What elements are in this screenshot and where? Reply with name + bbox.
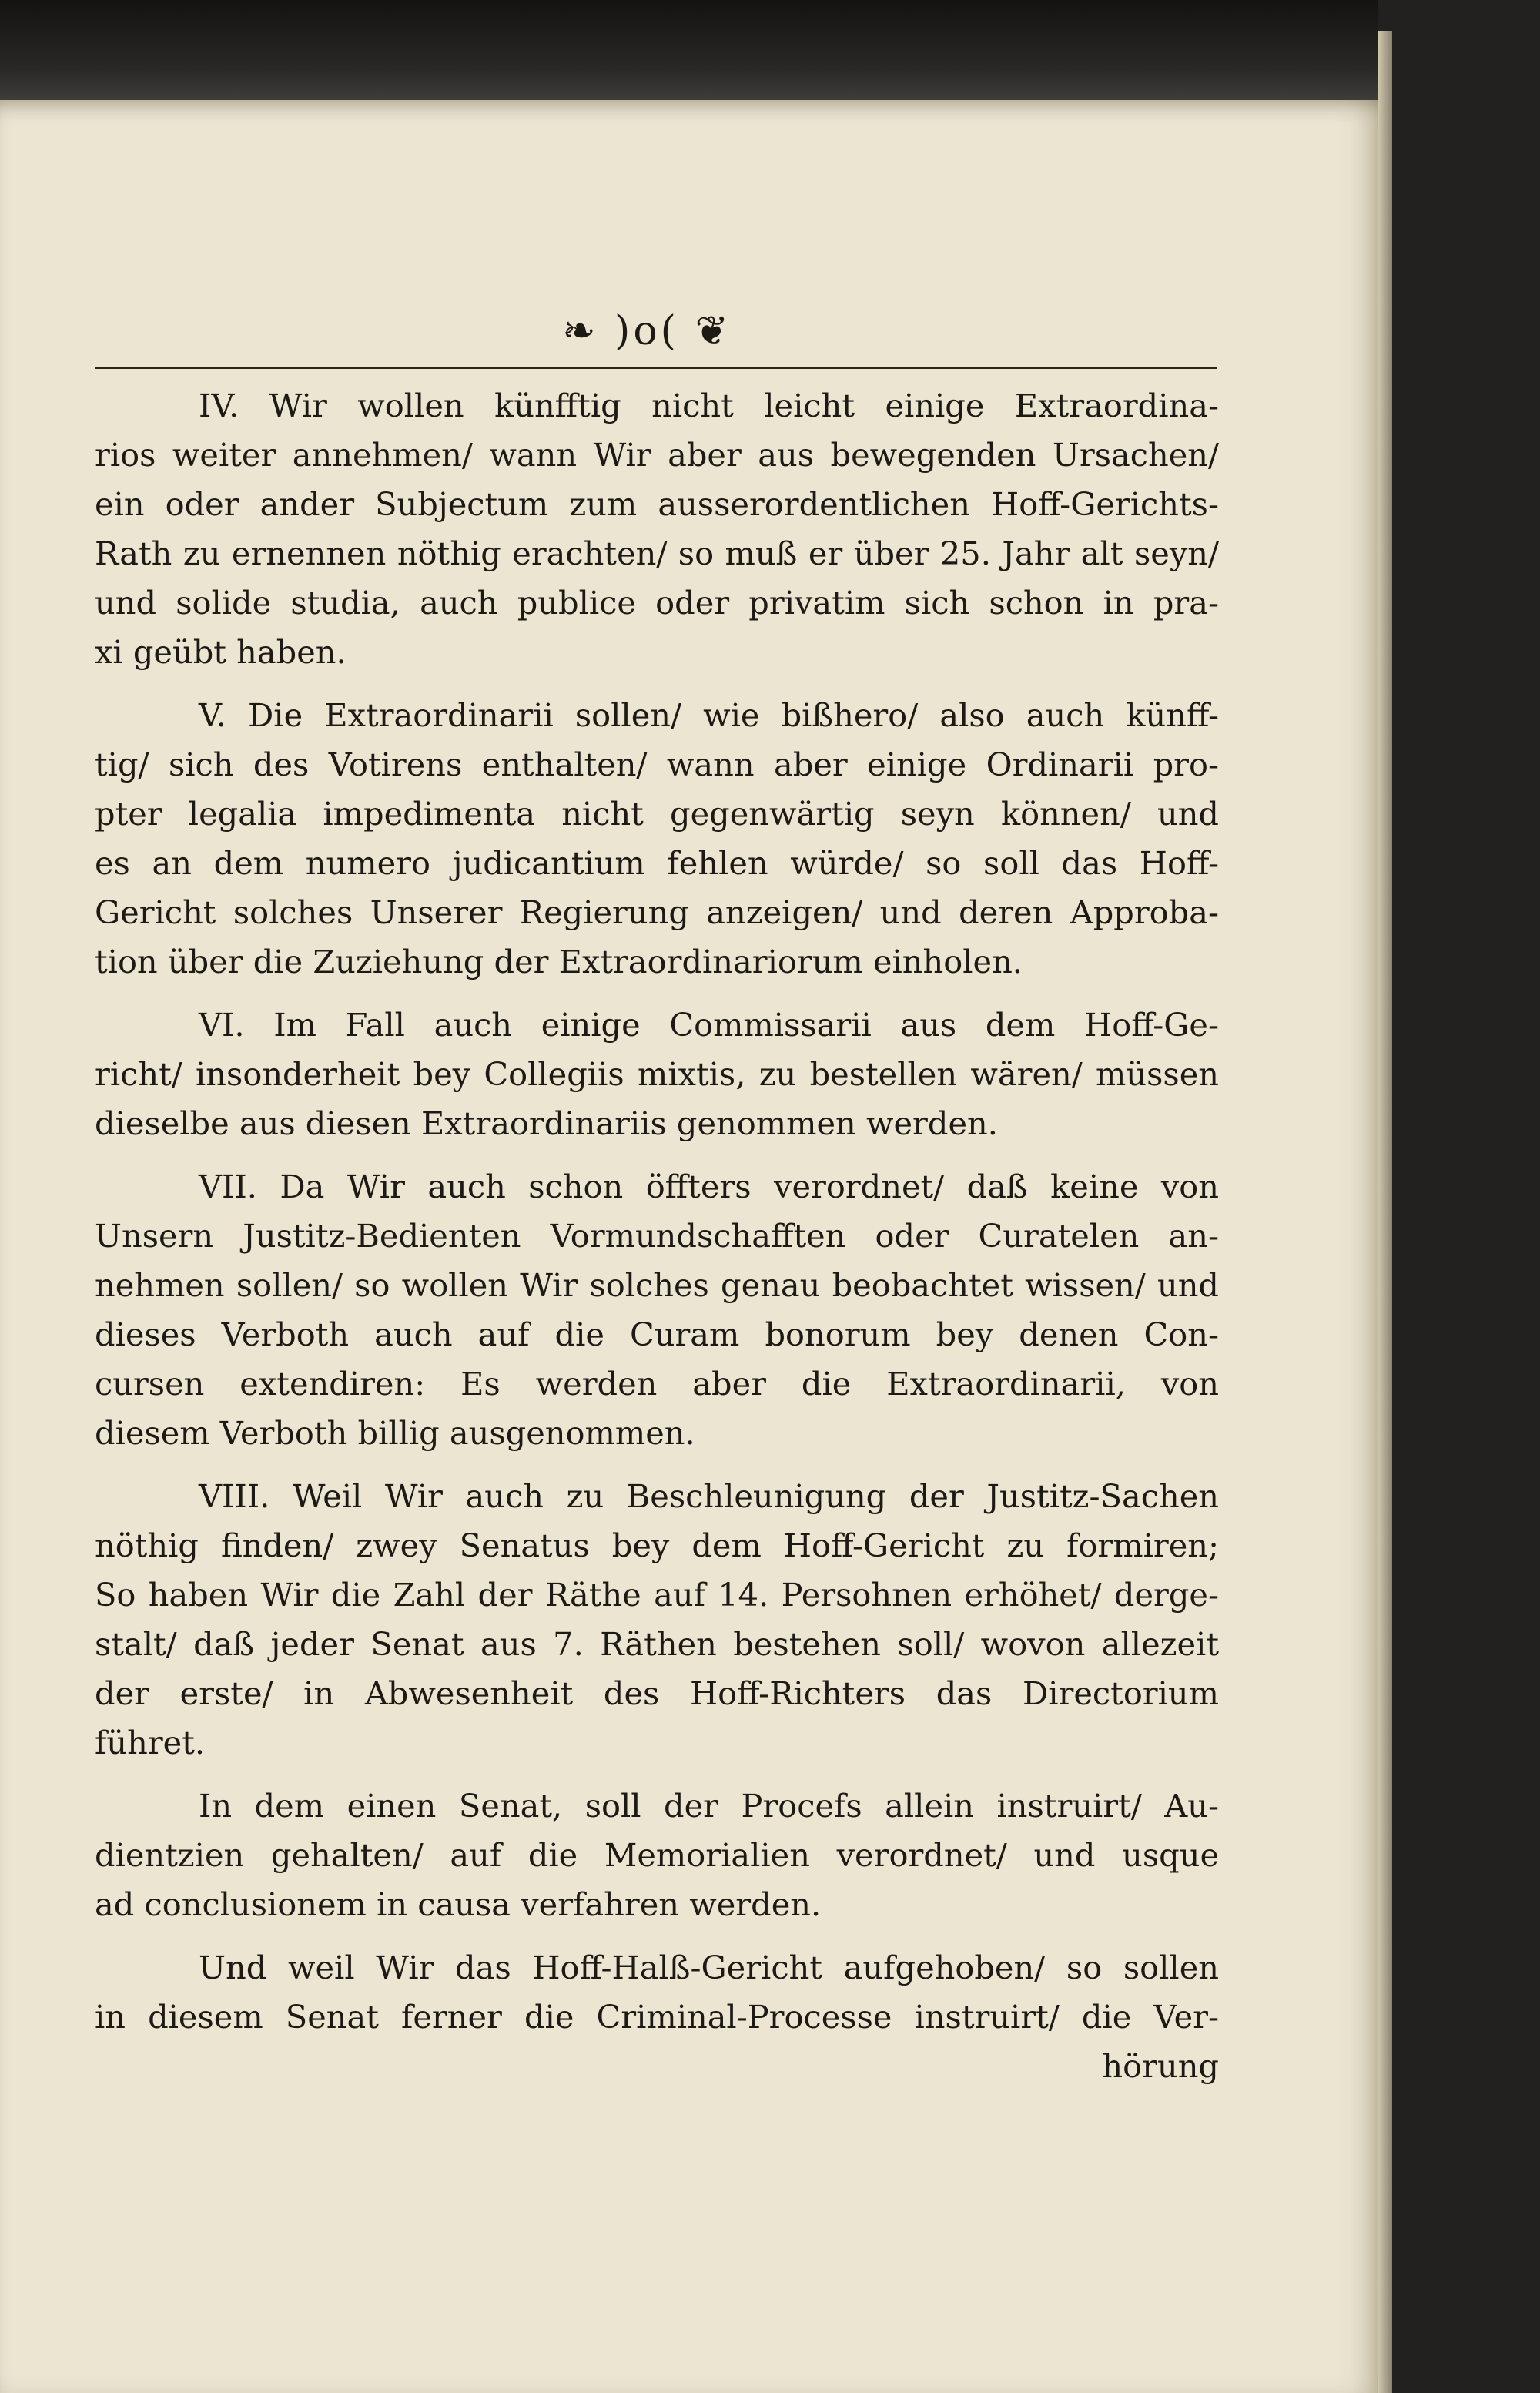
text-line: ein oder ander Subjectum zum ausserordentlichen Hoff-Gerichts- <box>95 485 1219 523</box>
text-line: stalt/ daß jeder Senat aus 7. Räthen bestehen soll/ wovon allezeit <box>95 1625 1219 1663</box>
text-line: nöthig finden/ zwey Senatus bey dem Hoff-Gericht zu formiren; <box>95 1527 1219 1564</box>
text-line: VI. Im Fall auch einige Commissarii aus dem Hoff-Ge- <box>199 1006 1219 1044</box>
text-line: xi geübt haben. <box>95 633 346 671</box>
text-line: dieselbe aus diesen Extraordinariis genommen werden. <box>95 1104 998 1142</box>
text-line: richt/ insonderheit bey Collegiis mixtis, zu bestellen wären/ müssen <box>95 1055 1219 1093</box>
text-line: tig/ sich des Votirens enthalten/ wann aber einige Ordinarii pro- <box>95 746 1219 783</box>
text-line: es an dem numero judicantium fehlen würde/ so soll das Hoff- <box>95 844 1219 882</box>
header-ornament: ❧ )o( ❦ <box>561 308 732 354</box>
text-line: IV. Wir wollen künfftig nicht leicht einige Extraordina- <box>199 387 1219 424</box>
page-edge <box>1378 31 1392 2393</box>
text-line: V. Die Extraordinarii sollen/ wie bißhero/ also auch künff- <box>199 696 1219 734</box>
text-line: dientzien gehalten/ auf die Memorialien verordnet/ und usque <box>95 1836 1219 1874</box>
paragraph-criminal <box>95 1943 1219 2042</box>
text-line: VIII. Weil Wir auch zu Beschleunigung der Justitz-Sachen <box>199 1477 1219 1515</box>
text-line: dieses Verboth auch auf die Curam bonorum bey denen Con- <box>95 1315 1219 1353</box>
paragraph-vii <box>95 1162 1219 1458</box>
header-rule <box>95 367 1217 369</box>
text-line: rios weiter annehmen/ wann Wir aber aus bewegenden Ursachen/ <box>95 436 1219 474</box>
text-line: cursen extendiren: Es werden aber die Extraordinarii, von <box>95 1365 1219 1403</box>
paragraph-iv <box>95 381 1219 677</box>
text-line: VII. Da Wir auch schon öffters verordnet/ daß keine von <box>199 1168 1219 1205</box>
binding-shadow <box>0 0 1378 116</box>
paragraph-vi <box>95 1000 1219 1148</box>
text-line: nehmen sollen/ so wollen Wir solches genau beobachtet wissen/ und <box>95 1266 1219 1304</box>
text-line: ad conclusionem in causa verfahren werden. <box>95 1885 822 1923</box>
text-line: tion über die Zuziehung der Extraordinariorum einholen. <box>95 943 1023 980</box>
paragraph-v <box>95 691 1219 987</box>
text-line: Rath zu ernennen nöthig erachten/ so muß er über 25. Jahr alt seyn/ <box>95 535 1219 572</box>
text-line: In dem einen Senat, soll der Procefs allein instruirt/ Au- <box>199 1787 1219 1825</box>
text-line: Unsern Justitz-Bedienten Vormundschafften oder Curatelen an- <box>95 1217 1219 1255</box>
text-line: So haben Wir die Zahl der Räthe auf 14. Persohnen erhöhet/ derge- <box>95 1576 1219 1614</box>
text-line: der erste/ in Abwesenheit des Hoff-Richters das Directorium <box>95 1674 1219 1712</box>
text-line: und solide studia, auch publice oder privatim sich schon in pra- <box>95 584 1219 622</box>
paragraph-senat <box>95 1781 1219 1929</box>
text-line: führet. <box>95 1724 206 1761</box>
paragraph-viii <box>95 1472 1219 1768</box>
catchword: hörung <box>1102 2047 1219 2085</box>
text-line: in diesem Senat ferner die Criminal-Processe instruirt/ die Ver- <box>95 1998 1219 2036</box>
text-line: Gericht solches Unserer Regierung anzeigen/ und deren Approba- <box>95 893 1219 931</box>
text-line: diesem Verboth billig ausgenommen. <box>95 1414 695 1452</box>
text-line: pter legalia impedimenta nicht gegenwärtig seyn können/ und <box>95 795 1219 833</box>
page-body <box>95 381 1219 2091</box>
text-line: Und weil Wir das Hoff-Halß-Gericht aufgehoben/ so sollen <box>199 1949 1219 1986</box>
